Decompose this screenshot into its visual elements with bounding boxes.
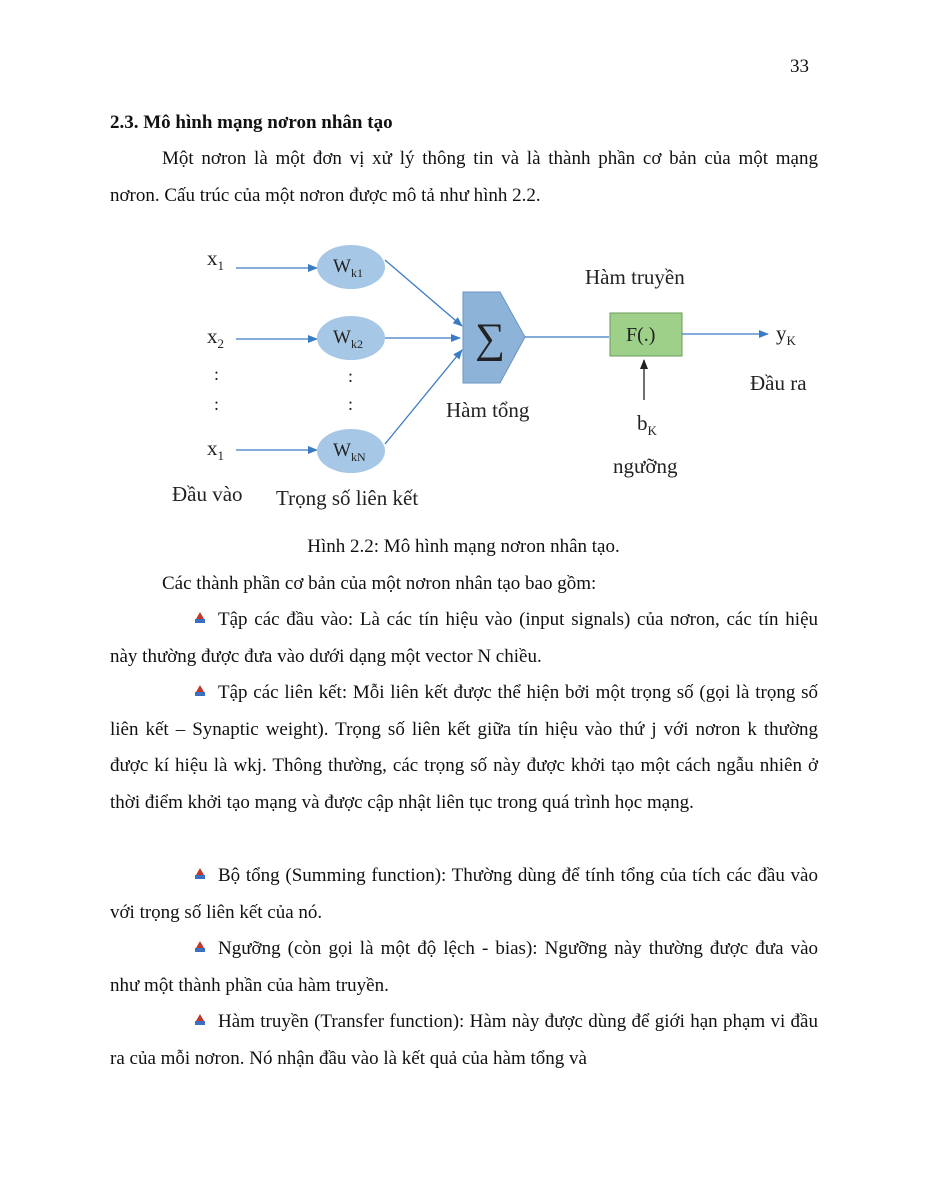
weight-to-sum-arrow: [385, 350, 462, 444]
bullet-text: Tập các đầu vào: Là các tín hiệu vào (input signals) của nơron, các tín hiệu này thường được đưa vào dưới dạng một vector N chiều.: [110, 609, 818, 667]
input-x1-label: $x_1$: [207, 246, 224, 273]
page-number: 33: [790, 56, 809, 77]
weight-wkn-label: $W_{kN}$: [333, 440, 366, 464]
weight-dots: :: [348, 366, 354, 386]
weight-wk1-label: $W_{k1}$: [333, 256, 363, 280]
output-caption: Đầu ra: [750, 371, 807, 395]
output-label: $y_K$: [776, 321, 796, 348]
bullet-item: [110, 675, 818, 821]
section-heading: 2.3. Mô hình mạng nơron nhân tạo: [110, 112, 393, 133]
bullet-icon: [194, 1014, 206, 1026]
input-xn-label: $x_1$: [207, 436, 224, 463]
bullet-text: Bộ tổng (Summing function): Thường dùng để tính tổng của tích các đầu vào với trọng số liên kết của nó.: [110, 865, 818, 923]
bullet-item: [110, 858, 818, 931]
function-label: F(.): [626, 324, 656, 346]
bullet-icon: [194, 868, 206, 880]
bullet-icon: [194, 685, 206, 697]
figure-caption: Hình 2.2: Mô hình mạng nơron nhân tạo.: [307, 536, 620, 557]
input-dots: :: [214, 364, 220, 384]
bullet-icon: [194, 941, 206, 953]
bullet-item: [110, 1004, 818, 1077]
components-intro: Các thành phần cơ bản của một nơron nhân tạo bao gồm:: [162, 573, 597, 594]
input-x2-label: $x_2$: [207, 324, 224, 351]
intro-paragraph: Một nơron là một đơn vị xử lý thông tin và là thành phần cơ bản của một mạng nơron. Cấu trúc của một nơron được mô tả như hình 2.2.: [110, 148, 818, 206]
input-dots: :: [214, 394, 220, 414]
sum-label: Hàm tổng: [446, 398, 530, 422]
bullet-icon: [194, 612, 206, 624]
weight-wk2-label: $W_{k2}$: [333, 327, 363, 351]
bullet-item: [110, 931, 818, 1004]
bullet-item: [110, 602, 818, 675]
sigma-icon: ∑: [475, 316, 505, 362]
bullet-text: Tập các liên kết: Mỗi liên kết được thể hiện bởi một trọng số (gọi là trọng số liên kết – Synaptic weight). Trọng số liên kết giữa tín hiệu vào thứ j với nơron k thường được kí hiệu là wkj. Thông thường, các trọng số này được khởi tạo một cách ngẫu nhiên ở thời điểm khởi tạo mạng và được cập nhật liên tục trong quá trình học mạng.: [110, 682, 818, 813]
bias-label: $b_K$: [637, 411, 657, 438]
threshold-label: ngưỡng: [613, 454, 678, 478]
weights-label: Trọng số liên kết: [276, 486, 419, 510]
bullet-text: Hàm truyền (Transfer function): Hàm này được dùng để giới hạn phạm vi đầu ra của mỗi nơron. Nó nhận đầu vào là kết quả của hàm tổng và: [110, 1011, 818, 1069]
weight-to-sum-arrow: [385, 260, 462, 326]
inputs-label: Đầu vào: [172, 482, 243, 506]
neuron-diagram: [0, 230, 927, 520]
transfer-label: Hàm truyền: [585, 265, 685, 289]
bullet-text: Ngưỡng (còn gọi là một độ lệch - bias): Ngưỡng này thường được đưa vào như một thành phần của hàm truyền.: [110, 938, 818, 996]
weight-dots: :: [348, 394, 354, 414]
